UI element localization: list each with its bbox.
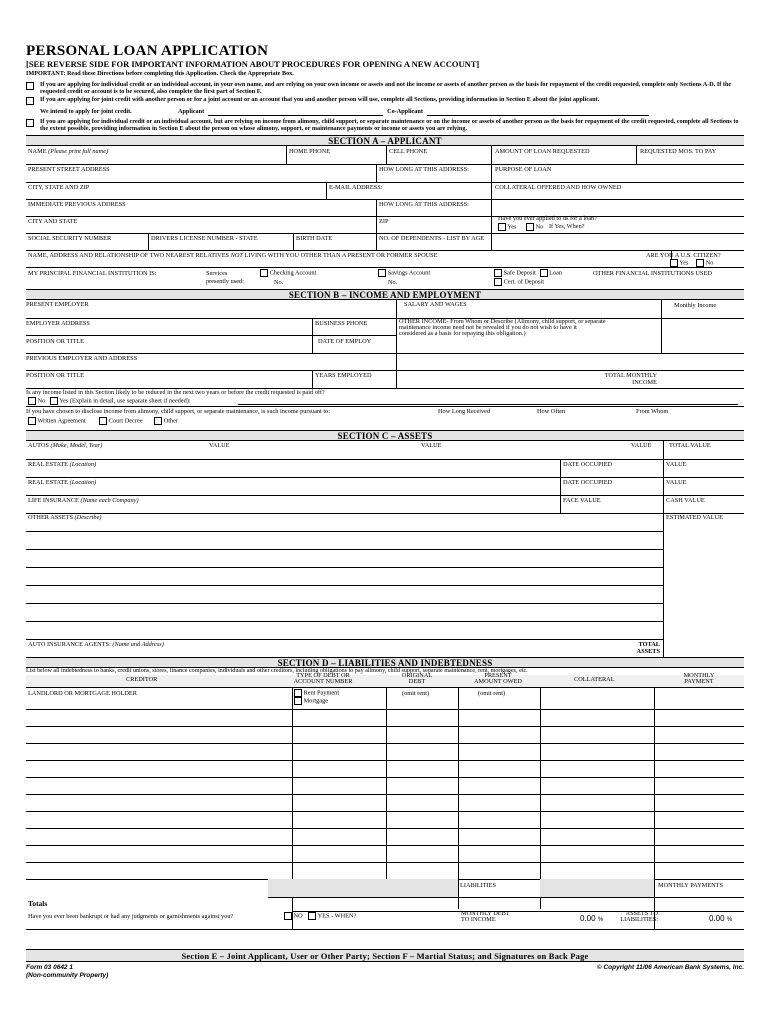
- property-note: (Non-community Property): [26, 971, 109, 979]
- applied-before-label: Have you ever applied to us for a loan?: [498, 214, 597, 222]
- checking-checkbox[interactable]: [260, 269, 268, 277]
- coapplicant-initial-line[interactable]: [427, 110, 649, 116]
- form-number: Form 03 0642 1: [26, 963, 73, 971]
- principal-institution-label: MY PRINCIPAL FINANCIAL INSTITUTION IS:: [28, 269, 157, 277]
- section-b-heading: SECTION B – INCOME AND EMPLOYMENT: [26, 289, 744, 300]
- section-a-heading: SECTION A – APPLICANT: [26, 135, 744, 146]
- position-2-label: POSITION OR TITLE: [26, 371, 84, 379]
- city-state-zip-label: CITY, STATE AND ZIP: [28, 183, 90, 191]
- monthly-payments-total-label: MONTHLY PAYMENTS: [658, 881, 723, 889]
- citizen-options: Yes No: [670, 259, 713, 267]
- bankrupt-no-checkbox[interactable]: [284, 912, 292, 920]
- court-decree-checkbox[interactable]: [99, 417, 107, 425]
- mortgage-option: Mortgage: [294, 697, 328, 705]
- total-monthly-income-label: TOTAL MONTHLY INCOME: [604, 371, 657, 386]
- instruction-joint-checkbox[interactable]: [26, 97, 34, 105]
- important-note: IMPORTANT: Read these Directions before completing this Application. Check the Appropriate Box.: [26, 70, 294, 77]
- present-amount-header: PRESENT AMOUNT OWED: [474, 671, 522, 685]
- date-occupied-2-label: DATE OCCUPIED: [563, 478, 613, 486]
- reduced-no-checkbox[interactable]: [28, 397, 36, 405]
- assets-to-liabilities-value: 0.00 %: [709, 913, 733, 923]
- section-d-heading: SECTION D – LIABILITIES AND INDEBTEDNESS: [26, 657, 744, 668]
- city-state-label: CITY AND STATE: [28, 217, 78, 225]
- citizen-yes-checkbox[interactable]: [670, 259, 678, 267]
- life-insurance-label: LIFE INSURANCE (Name each Company): [28, 496, 139, 504]
- face-value-label: FACE VALUE: [563, 496, 601, 504]
- section-b-grid: [26, 300, 744, 430]
- amount-requested-label: AMOUNT OF LOAN REQUESTED: [495, 147, 590, 155]
- footer: [26, 964, 744, 984]
- home-phone-label: HOME PHONE: [289, 147, 331, 155]
- real-estate-2-label: REAL ESTATE (Location): [28, 478, 97, 486]
- real-estate-1-label: REAL ESTATE (Location): [28, 460, 97, 468]
- autos-label: AUTOS (Make, Model, Year): [28, 441, 103, 449]
- cert-deposit-option: Cert. of Deposit: [494, 278, 544, 286]
- date-employ-label: DATE OF EMPLOY: [318, 337, 372, 345]
- relatives-label: NAME, ADDRESS AND RELATIONSHIP OF TWO NEAREST RELATIVES NOT LIVING WITH YOU OTHER THAN A PRESENT OR FORMER SPOUSE: [28, 251, 438, 259]
- from-whom-label: From Whom: [636, 407, 669, 415]
- how-long-received-label: How Long Received: [438, 407, 491, 415]
- safe-deposit-option: Safe Deposit Loan: [494, 269, 562, 277]
- section-e-banner: Section E – Joint Applicant, User or Other Party; Section F – Martial Status; and Signatures on Back Page: [26, 949, 744, 962]
- original-debt-header: ORIGINAL DEBT: [401, 671, 433, 685]
- income-reduced-question: Is any income listed in this Section likely to be reduced in the next two years or before the credit requested is paid off?: [26, 388, 325, 396]
- applied-before-options: Yes No If Yes, When?: [498, 223, 585, 231]
- ssn-label: SOCIAL SECURITY NUMBER: [28, 234, 112, 242]
- position-label: POSITION OR TITLE: [26, 337, 84, 345]
- loan-application-form: [26, 44, 744, 984]
- requested-months-label: REQUESTED MOS. TO PAY: [640, 147, 717, 155]
- cert-deposit-checkbox[interactable]: [494, 278, 502, 286]
- income-reduced-options: No Yes (Explain in detail, use separate sheet if needed):: [28, 397, 191, 405]
- omit-rent-2: (omit rent): [478, 689, 506, 697]
- presently-used-label: presently used:: [206, 277, 244, 285]
- monthly-income-label: Monthly Income: [674, 301, 717, 309]
- section-d-grid: [26, 671, 744, 945]
- zip-label: ZIP: [379, 217, 389, 225]
- instruction-joint: If you are applying for joint credit with another person or for a joint account or an account that you and another person will use, complete all Sections, providing information in Section E about the joint applicant.: [26, 97, 744, 105]
- instruction-individual: If you are applying for individual credit or an individual account, in your own name, and are relying on your own income or assets and not the income or assets of another person as the basis for repayment of the credit requested, complete only Sections A-D. If the requested credit or account is to be secured, also complete the first part of Section F.: [26, 82, 744, 96]
- disclose-options: Written Agreement Court Decree Other: [28, 417, 178, 425]
- instruction-individual-checkbox[interactable]: [26, 82, 34, 90]
- business-phone-label: BUSINESS PHONE: [315, 319, 368, 327]
- liabilities-intro: List below all indebtedness to banks, credit unions, stores, finance companies, individuals and other creditors, including obligations to pay alimony, child support, separate maintenance, rent, mortgages, etc.: [26, 667, 528, 674]
- how-long-label: HOW LONG AT THIS ADDRESS:: [379, 165, 469, 173]
- cell-phone-label: CELL PHONE: [389, 147, 428, 155]
- citizen-no-checkbox[interactable]: [696, 259, 704, 267]
- auto-insurance-label: AUTO INSURANCE AGENTS: (Name and Address): [28, 640, 164, 648]
- collateral-header: COLLATERAL: [574, 675, 615, 683]
- services-label: Services: [206, 269, 228, 277]
- other-assets-label: OTHER ASSETS (Describe): [28, 513, 102, 521]
- creditor-header: CREDITOR: [126, 675, 158, 683]
- autos-value3-label: VALUE: [631, 441, 652, 449]
- section-c-grid: [26, 441, 744, 657]
- instruction-relying: If you are applying for individual credit or an individual account, but are relying on income from alimony, child support, or separate maintenance or on the income or assets of another person as the basis for repayment of the credit requested, complete all Sections to the extent possible, providing information in Section E about the person on whose alimony, support, or maintenance payments or income or assets you are relying.: [26, 119, 744, 133]
- explain-line[interactable]: [238, 404, 738, 405]
- landlord-label: LANDLORD OR MORTGAGE HOLDER: [28, 689, 137, 697]
- omit-rent-1: (omit rent): [402, 689, 430, 697]
- date-occupied-1-label: DATE OCCUPIED: [563, 460, 613, 468]
- other-checkbox[interactable]: [154, 417, 162, 425]
- written-agreement-checkbox[interactable]: [28, 417, 36, 425]
- drivers-license-label: DRIVERS LICENSE NUMBER - STATE: [151, 234, 258, 242]
- other-institutions-label: OTHER FINANCIAL INSTITUTIONS USED: [593, 269, 712, 277]
- joint-intent-row: We intend to apply for joint credit. Applicant Co-Applicant: [40, 109, 744, 116]
- employer-address-label: EMPLOYER ADDRESS: [26, 319, 90, 327]
- liabilities-total-label: LIABILITIES: [460, 881, 497, 889]
- previous-address-label: IMMEDIATE PREVIOUS ADDRESS: [28, 200, 126, 208]
- total-value-label: TOTAL VALUE: [669, 441, 711, 449]
- savings-account-option: Savings Account: [378, 269, 430, 277]
- bankrupt-options: NO YES - WHEN?: [284, 912, 356, 920]
- how-long-2-label: HOW LONG AT THIS ADDRESS:: [379, 200, 469, 208]
- birth-date-label: BIRTH DATE: [296, 234, 333, 242]
- prev-employer-label: PREVIOUS EMPLOYER AND ADDRESS: [26, 354, 138, 362]
- section-c-heading: SECTION C – ASSETS: [26, 430, 744, 441]
- real-estate-2-value-label: VALUE: [666, 478, 687, 486]
- total-assets-label: TOTAL ASSETS: [636, 640, 660, 655]
- cash-value-label: CASH VALUE: [666, 496, 705, 504]
- debt-to-income-value: 0.00 %: [580, 913, 604, 923]
- dependents-label: NO. OF DEPENDENTS - LIST BY AGE: [379, 234, 485, 242]
- page-subtitle: [SEE REVERSE SIDE FOR IMPORTANT INFORMATION ABOUT PROCEDURES FOR OPENING A NEW ACCOUNT]: [26, 59, 480, 69]
- section-a-grid: [26, 146, 744, 289]
- other-income-label: OTHER INCOME- From Whom or Describe (Alimony, child support, or separate maintenance income need not be revealed if you do not wish to have it considered as a basis for repaying this obligation.): [399, 317, 606, 337]
- savings-checkbox[interactable]: [378, 269, 386, 277]
- safe-deposit-checkbox[interactable]: [494, 269, 502, 277]
- checking-account-option: Checking Account: [260, 269, 316, 277]
- instruction-relying-checkbox[interactable]: [26, 119, 34, 127]
- purpose-label: PURPOSE OF LOAN: [495, 165, 552, 173]
- page-title: PERSONAL LOAN APPLICATION: [26, 43, 269, 59]
- years-employed-label: YEARS EMPLOYED: [315, 371, 372, 379]
- loan-checkbox[interactable]: [540, 269, 548, 277]
- how-often-label: How Often: [537, 407, 566, 415]
- assets-to-liabilities-label: ASSETS TO LIABILITIES:: [620, 909, 658, 924]
- citizen-label: ARE YOU A U.S. CITIZEN?: [646, 251, 721, 259]
- estimated-value-label: ESTIMATED VALUE: [666, 513, 723, 521]
- present-employer-label: PRESENT EMPLOYER: [26, 300, 89, 308]
- monthly-payment-header: MONTHLY PAYMENT: [683, 671, 715, 685]
- rent-payment-checkbox[interactable]: [294, 689, 302, 697]
- checking-no-label: No.: [274, 278, 284, 286]
- collateral-label: COLLATERAL OFFERED AND HOW OWNED: [495, 183, 622, 191]
- savings-no-label: No.: [388, 278, 398, 286]
- disclose-income-question: If you have chosen to disclose income from alimony, child support, or separate maintenance, is such income pursuant to:: [26, 407, 331, 415]
- copyright: © Copyright 11/06 American Bank Systems, Inc.: [596, 963, 744, 971]
- email-label: E-MAIL ADDRESS:: [329, 183, 383, 191]
- reduced-yes-checkbox[interactable]: [50, 397, 58, 405]
- street-address-label: PRESENT STREET ADDRESS: [28, 165, 110, 173]
- bankrupt-question: Have you ever been bankrupt or had any judgments or garnishments against you?: [28, 912, 234, 920]
- real-estate-1-value-label: VALUE: [666, 460, 687, 468]
- rent-payment-option: Rent Payment: [294, 689, 339, 697]
- autos-value2-label: VALUE: [421, 441, 442, 449]
- bankrupt-yes-checkbox[interactable]: [308, 912, 316, 920]
- mortgage-checkbox[interactable]: [294, 697, 302, 705]
- debt-to-income-label: MONTHLY DEBT TO INCOME: [461, 909, 510, 924]
- totals-label: Totals: [28, 898, 48, 908]
- applied-no-checkbox[interactable]: [526, 223, 534, 231]
- autos-value-label: VALUE: [209, 441, 230, 449]
- salary-label: SALARY AND WAGES: [404, 300, 467, 308]
- name-label: NAME (Please print full name): [28, 147, 109, 155]
- type-of-debt-header: TYPE OF DEBT OR ACCOUNT NUMBER: [293, 671, 353, 685]
- applied-yes-checkbox[interactable]: [498, 223, 506, 231]
- applicant-initial-line[interactable]: [208, 110, 383, 116]
